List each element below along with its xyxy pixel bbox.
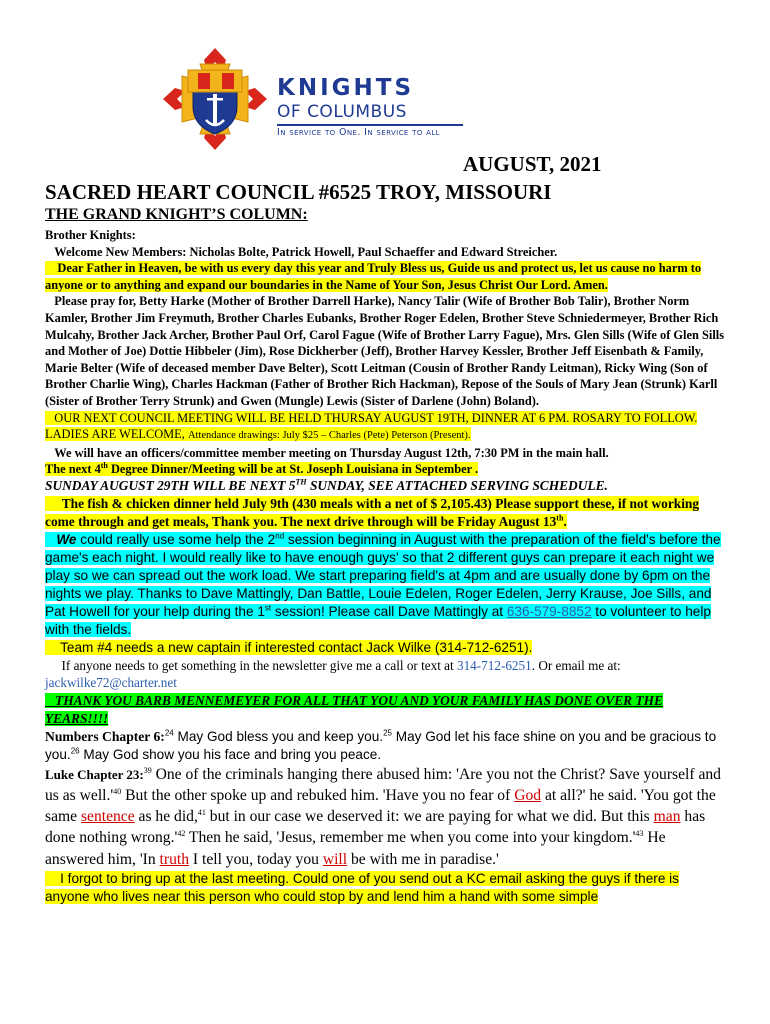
verse-40-text-c: as he did, [134, 808, 198, 826]
numbers-ref: Numbers Chapter 6: [45, 728, 165, 744]
brand-line-2: OF COLUMBUS [277, 102, 407, 122]
luke-ref: Luke Chapter 23: [45, 766, 144, 782]
verse-25-text: May God let his face shine on you and be gracious to you. [45, 728, 717, 762]
word-man-link[interactable]: man [653, 808, 681, 826]
fields-highlight [45, 532, 721, 637]
word-sentence-link[interactable]: sentence [80, 808, 135, 826]
luke-paragraph [45, 764, 725, 870]
fish-text-pre: The fish & chicken dinner held July 9th (430 meals with a net of $ 2,105.43) Please support these, if not working come through and get meals, Thank you. The next drive through will be Friday August 13 [45, 495, 700, 529]
pray-for-text: Please pray for, Betty Harke (Mother of Brother Darrell Harke), Nancy Talir (Wife of Brother Bob Talir), Brother Norm Kamler, Brother Jim Freymuth, Brother Charles Eubanks, Brother Roger Edelen, Brother Steve Schniedermeyer, Brother Rich Mulcahy, Brother Jack Archer, Brother Paul Orf, Carol Fague (Wife of Brother Larry Fague), Mrs. Glen Sills (Wife of Glen Sills and Mother of Joe) Dottie Hibbeler (Jim), Rose Dickherber (Jeff), Brother Harvey Kessler, Brother Jeff Eisenbath & Family, Marie Belter (Wife of deceased member Dave Belter), Scott Leitman (Cousin of Brother Randy Leitman), Ricky Wing (Son of Brother Charlie Wing), Charles Hackman (Father of Brother Rich Hackman), Repose of the Souls of Mary Jean (Strunk) Karll (Sister of Brother Terry Strunk) and Gwen (Mungle) Lewis (Sister of Darlene (John) Boland). [45, 294, 725, 408]
meeting-paragraph [45, 410, 725, 445]
fields-sup-2: st [264, 602, 272, 612]
newsletter-body [45, 227, 725, 906]
team4-text: Team #4 needs a new captain if interested contact Jack Wilke (314-712-6251). [60, 639, 533, 655]
fish-text-post: . [563, 513, 567, 529]
verse-40-text-b: at all?' he said. 'You got the same [45, 786, 716, 826]
sunday-text-pre: SUNDAY AUGUST 29TH WILL BE NEXT 5 [45, 477, 296, 493]
verse-39-text: One of the criminals hanging there abused him: 'Are you not the Christ? Save yourself and us as well.' [45, 765, 721, 804]
fields-paragraph [45, 531, 725, 639]
fields-text-4: to volunteer to help with the fields. [45, 603, 711, 637]
verse-26: 26 [70, 745, 80, 755]
fish-dinner-paragraph [45, 495, 725, 531]
verse-41-text-b: has done nothing wrong.' [45, 808, 706, 847]
officers-paragraph [45, 445, 725, 462]
sunday-sup: TH [295, 477, 307, 487]
prayer-text [45, 261, 701, 292]
verse-43: 43 [635, 829, 644, 839]
degree-paragraph [45, 461, 725, 478]
contact-paragraph [45, 657, 725, 692]
verse-43-text-c: be with me in paradise.' [347, 850, 499, 868]
sunday-text-post: SUNDAY, SEE ATTACHED SERVING SCHEDULE. [306, 477, 608, 493]
contact-text-2: . Or email me at: [531, 657, 621, 673]
forgot-text: I forgot to bring up at the last meeting. Could one of you send out a KC email asking the guys if there is anyone who lives near this person who could stop by and lend him a hand with some simple [45, 870, 679, 904]
team4-paragraph [45, 639, 725, 657]
verse-42: 42 [177, 829, 186, 839]
verse-24: 24 [164, 727, 174, 737]
column-heading: THE GRAND KNIGHT’S COLUMN: [45, 206, 308, 223]
forgot-highlight [45, 871, 679, 904]
sunday-paragraph [45, 478, 725, 495]
fields-text-2: session beginning in August with the preparation of the field's before the game's each night. I would really like to have enough guys' so that 2 different guys can prepare it each night we play so we can spread out the work load. We start preparing field's at 4pm and are usually done by 6pm on the nights we play. Thanks to Dave Mattingly, Dan Battle, Louie Edelen, Roger Edelen, Jerry Krause, Joe Sills, and Pat Howell for your help during the 1 [45, 531, 721, 619]
verse-43-text-b: I tell you, today you [189, 850, 323, 868]
degree-sup: th [100, 461, 108, 471]
verse-39: 39 [143, 765, 152, 775]
verse-41: 41 [197, 807, 206, 817]
verse-26-text: May God show you his face and bring you peace. [79, 746, 382, 762]
brand-wordmark [277, 76, 463, 140]
verse-40-text-a: But the other spoke up and rebuked him. 'Have you no fear of [121, 786, 515, 804]
newsletter-date: AUGUST, 2021 [463, 152, 602, 176]
degree-text-post: Degree Dinner/Meeting will be at St. Joseph Louisiana in September . [107, 462, 479, 477]
attendance-drawings: Attendance drawings: July $25 – Charles (Pete) Peterson (Present). [187, 430, 471, 442]
verse-25: 25 [383, 727, 392, 737]
numbers-paragraph [45, 728, 725, 764]
pray-for-paragraph [45, 293, 725, 409]
team4-highlight [45, 640, 532, 655]
knights-of-columbus-logo [160, 46, 460, 152]
prayer-paragraph [45, 260, 725, 293]
fields-we: We [56, 531, 77, 547]
welcome-paragraph [45, 244, 725, 261]
mattingly-phone-link[interactable]: 636-579-8852 [506, 603, 592, 619]
forgot-paragraph [45, 870, 725, 906]
meeting-main-text: OUR NEXT COUNCIL MEETING WILL BE HELD THURSAY AUGUST 19TH, DINNER AT 6 PM. ROSARY TO FOLLOW. LADIES ARE WELCOME, [45, 410, 698, 442]
thanks-highlight [45, 693, 663, 726]
greeting: Brother Knights: [45, 228, 136, 242]
fields-sup-1: nd [275, 530, 285, 540]
verse-40: 40 [113, 786, 122, 796]
fields-text-1: could really use some help the 2 [76, 531, 276, 547]
fish-sup: th [556, 513, 564, 523]
fish-highlight [45, 496, 699, 529]
word-god-link[interactable]: God [514, 786, 542, 804]
verse-24-text: May God bless you and keep you. [173, 728, 384, 744]
officers-text: We will have an officers/committee member meeting on Thursday August 12th, 7:30 PM in the main hall. [54, 445, 609, 460]
word-will-link[interactable]: will [322, 850, 348, 868]
prayer-body: Dear Father in Heaven, be with us every day this year and Truly Bless us, Guide us and protect us, let us cause no harm to anyone or to anything and expand our boundaries in the Name of Your Son, Jesus Christ Our Lord. Amen. [45, 261, 702, 292]
meeting-highlight [45, 411, 697, 442]
degree-text-pre: The next 4 [45, 462, 101, 477]
thanks-paragraph [45, 692, 725, 728]
verse-42-text: Then he said, 'Jesus, remember me when you come into your kingdom.' [185, 829, 636, 847]
fields-text-3: session! Please call Dave Mattingly at [271, 603, 507, 619]
degree-highlight [45, 462, 478, 476]
verse-41-text-a: but in our case we deserved it: we are paying for what we did. But this [205, 808, 654, 826]
contact-text: If anyone needs to get something in the newsletter give me a call or text at [61, 657, 457, 673]
word-truth-link[interactable]: truth [159, 850, 189, 868]
brand-line-1: KNIGHTS [277, 75, 415, 101]
council-title: SACRED HEART COUNCIL #6525 TROY, MISSOURI [45, 180, 552, 204]
kofc-emblem-icon [160, 46, 270, 152]
welcome-text: Welcome New Members: Nicholas Bolte, Patrick Howell, Paul Schaeffer and Edward Streicher. [54, 244, 558, 259]
verse-43-text-a: He answered him, 'In [45, 829, 666, 868]
contact-phone-link[interactable]: 314-712-6251 [456, 657, 532, 673]
contact-email-link[interactable]: jackwilke72@charter.net [45, 675, 177, 690]
brand-tagline: In service to One. In service to all [277, 126, 440, 138]
thanks-text: THANK YOU BARB MENNEMEYER FOR ALL THAT YOU AND YOUR FAMILY HAS DONE OVER THE YEARS!!!! [45, 692, 663, 726]
